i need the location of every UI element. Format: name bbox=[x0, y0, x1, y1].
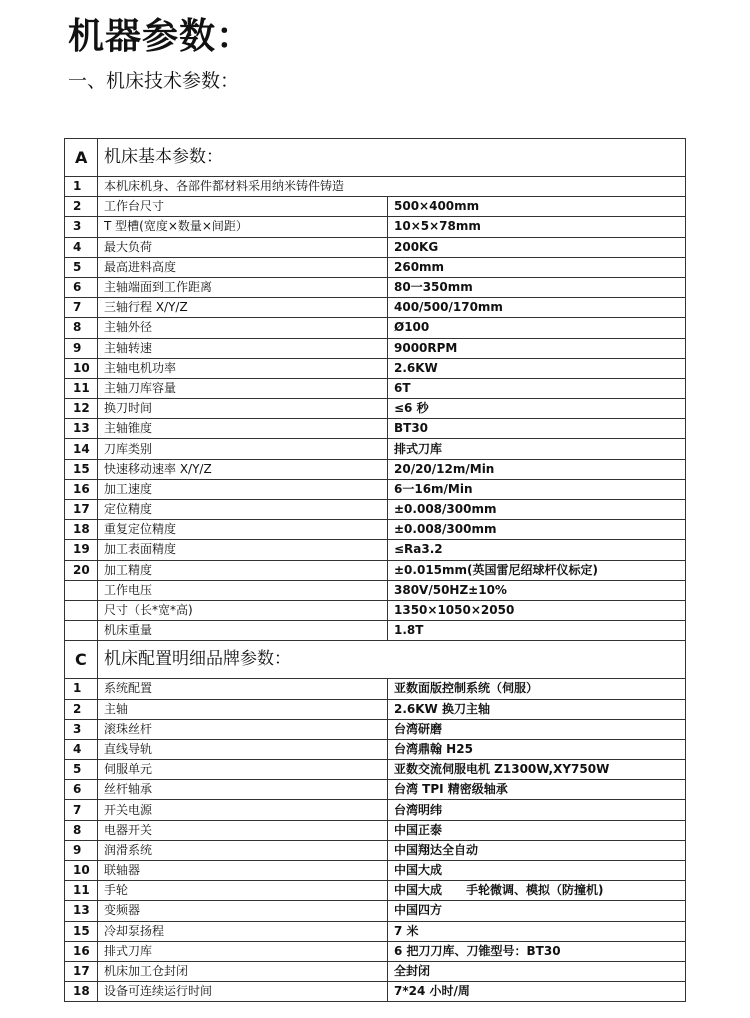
table-row bbox=[65, 560, 686, 580]
row-parameter-value: 500×400mm bbox=[388, 197, 686, 217]
table-row bbox=[65, 820, 686, 840]
row-parameter-value: 2.6KW 换刀主轴 bbox=[388, 699, 686, 719]
row-parameter-value: 中国四方 bbox=[388, 901, 686, 921]
row-parameter-name: 换刀时间 bbox=[98, 399, 388, 419]
row-parameter-name: 变频器 bbox=[98, 901, 388, 921]
table-row bbox=[65, 760, 686, 780]
section-letter: C bbox=[65, 641, 98, 679]
row-parameter-value: 6 把刀刀库、刀锥型号：BT30 bbox=[388, 941, 686, 961]
table-row bbox=[65, 378, 686, 398]
spec-table-body bbox=[65, 139, 686, 1002]
row-parameter-value: 9000RPM bbox=[388, 338, 686, 358]
page-subtitle: 一、机床技术参数： bbox=[68, 70, 240, 92]
table-row bbox=[65, 540, 686, 560]
row-parameter-value: 20/20/12m/Min bbox=[388, 459, 686, 479]
row-parameter-value: 7*24 小时/周 bbox=[388, 982, 686, 1002]
row-number: 1 bbox=[65, 177, 98, 197]
table-row bbox=[65, 177, 686, 197]
row-number: 16 bbox=[65, 479, 98, 499]
table-row bbox=[65, 961, 686, 981]
row-parameter-value: 7 米 bbox=[388, 921, 686, 941]
row-parameter-name: 主轴转速 bbox=[98, 338, 388, 358]
row-parameter-value: ±0.008/300mm bbox=[388, 500, 686, 520]
table-row bbox=[65, 780, 686, 800]
row-number bbox=[65, 621, 98, 641]
row-parameter-name: 直线导轨 bbox=[98, 739, 388, 759]
row-parameter-name: 机床加工仓封闭 bbox=[98, 961, 388, 981]
row-number: 2 bbox=[65, 699, 98, 719]
row-parameter-value: ≤Ra3.2 bbox=[388, 540, 686, 560]
row-number: 12 bbox=[65, 399, 98, 419]
row-parameter-name: 主轴 bbox=[98, 699, 388, 719]
section-heading: 机床基本参数： bbox=[98, 139, 686, 177]
row-parameter-value: 1350×1050×2050 bbox=[388, 600, 686, 620]
row-number: 6 bbox=[65, 277, 98, 297]
row-number: 1 bbox=[65, 679, 98, 699]
row-number: 14 bbox=[65, 439, 98, 459]
table-row bbox=[65, 399, 686, 419]
table-row bbox=[65, 600, 686, 620]
row-parameter-value: ≤6 秒 bbox=[388, 399, 686, 419]
row-parameter-value: 80一350mm bbox=[388, 277, 686, 297]
row-parameter-value: 6一16m/Min bbox=[388, 479, 686, 499]
row-number: 8 bbox=[65, 318, 98, 338]
row-parameter-name: 最大负荷 bbox=[98, 237, 388, 257]
row-parameter-value: 中国大成 手轮微调、模拟（防撞机) bbox=[388, 881, 686, 901]
section-heading: 机床配置明细品牌参数： bbox=[98, 641, 686, 679]
row-parameter-name: 滚珠丝杆 bbox=[98, 719, 388, 739]
table-row bbox=[65, 982, 686, 1002]
row-parameter-name: 工作电压 bbox=[98, 580, 388, 600]
row-parameter-name: 润滑系统 bbox=[98, 840, 388, 860]
table-row bbox=[65, 479, 686, 499]
row-number: 17 bbox=[65, 500, 98, 520]
row-parameter-name: 设备可连续运行时间 bbox=[98, 982, 388, 1002]
row-number: 4 bbox=[65, 237, 98, 257]
row-number: 15 bbox=[65, 921, 98, 941]
table-row bbox=[65, 298, 686, 318]
row-number: 5 bbox=[65, 760, 98, 780]
table-row bbox=[65, 500, 686, 520]
row-parameter-name: 冷却泵扬程 bbox=[98, 921, 388, 941]
row-parameter-value: 全封闭 bbox=[388, 961, 686, 981]
row-number: 10 bbox=[65, 861, 98, 881]
row-parameter-name: 手轮 bbox=[98, 881, 388, 901]
table-row bbox=[65, 679, 686, 699]
row-number: 3 bbox=[65, 217, 98, 237]
table-row bbox=[65, 941, 686, 961]
row-parameter-name: 刀库类别 bbox=[98, 439, 388, 459]
row-parameter-value: BT30 bbox=[388, 419, 686, 439]
row-number: 19 bbox=[65, 540, 98, 560]
row-parameter-value: 台湾明纬 bbox=[388, 800, 686, 820]
table-row bbox=[65, 419, 686, 439]
row-number: 11 bbox=[65, 378, 98, 398]
table-row bbox=[65, 621, 686, 641]
row-parameter-name: 加工精度 bbox=[98, 560, 388, 580]
row-parameter-name: 系统配置 bbox=[98, 679, 388, 699]
row-number: 4 bbox=[65, 739, 98, 759]
row-parameter-value: 台湾鼎翰 H25 bbox=[388, 739, 686, 759]
page-title: 机器参数： bbox=[68, 16, 254, 57]
row-parameter-name: 加工表面精度 bbox=[98, 540, 388, 560]
row-number: 15 bbox=[65, 459, 98, 479]
row-parameter-value: 260mm bbox=[388, 257, 686, 277]
section-letter: A bbox=[65, 139, 98, 177]
row-parameter-value: 400/500/170mm bbox=[388, 298, 686, 318]
row-number: 9 bbox=[65, 338, 98, 358]
row-parameter-name: T 型槽(宽度×数量×间距） bbox=[98, 217, 388, 237]
row-parameter-name: 主轴锥度 bbox=[98, 419, 388, 439]
row-parameter-value: 中国翔达全自动 bbox=[388, 840, 686, 860]
row-number: 7 bbox=[65, 298, 98, 318]
table-row bbox=[65, 800, 686, 820]
row-parameter-name: 三轴行程 X/Y/Z bbox=[98, 298, 388, 318]
row-parameter-value: 380V/50HZ±10% bbox=[388, 580, 686, 600]
row-number: 2 bbox=[65, 197, 98, 217]
row-parameter-name: 定位精度 bbox=[98, 500, 388, 520]
row-parameter-name: 伺服单元 bbox=[98, 760, 388, 780]
row-parameter-name: 联轴器 bbox=[98, 861, 388, 881]
row-parameter-value: 2.6KW bbox=[388, 358, 686, 378]
row-number: 9 bbox=[65, 840, 98, 860]
row-number: 7 bbox=[65, 800, 98, 820]
table-row bbox=[65, 901, 686, 921]
row-number bbox=[65, 600, 98, 620]
row-parameter-value: 中国大成 bbox=[388, 861, 686, 881]
row-parameter-name: 主轴端面到工作距离 bbox=[98, 277, 388, 297]
table-row bbox=[65, 921, 686, 941]
row-number: 13 bbox=[65, 901, 98, 921]
row-parameter-name: 尺寸（长*宽*高) bbox=[98, 600, 388, 620]
row-parameter-name: 电器开关 bbox=[98, 820, 388, 840]
table-row bbox=[65, 217, 686, 237]
table-row bbox=[65, 520, 686, 540]
row-parameter-value: 台湾 TPI 精密级轴承 bbox=[388, 780, 686, 800]
row-parameter-name: 主轴刀库容量 bbox=[98, 378, 388, 398]
table-row bbox=[65, 277, 686, 297]
row-parameter-name: 重复定位精度 bbox=[98, 520, 388, 540]
row-parameter-value: ±0.008/300mm bbox=[388, 520, 686, 540]
row-parameter-value: 1.8T bbox=[388, 621, 686, 641]
row-parameter-name: 主轴外径 bbox=[98, 318, 388, 338]
row-number: 17 bbox=[65, 961, 98, 981]
row-parameter-value: 10×5×78mm bbox=[388, 217, 686, 237]
row-number: 8 bbox=[65, 820, 98, 840]
row-number: 16 bbox=[65, 941, 98, 961]
row-number: 5 bbox=[65, 257, 98, 277]
table-row bbox=[65, 699, 686, 719]
row-parameter-value: 中国正泰 bbox=[388, 820, 686, 840]
table-row bbox=[65, 358, 686, 378]
row-parameter-value: 台湾研磨 bbox=[388, 719, 686, 739]
row-number: 3 bbox=[65, 719, 98, 739]
row-parameter-value: 亚数面版控制系统（伺服） bbox=[388, 679, 686, 699]
row-parameter-value: 200KG bbox=[388, 237, 686, 257]
table-row bbox=[65, 338, 686, 358]
row-parameter-name: 本机床机身、各部件都材料采用纳米铸件铸造 bbox=[98, 177, 686, 197]
table-row bbox=[65, 580, 686, 600]
row-number: 18 bbox=[65, 982, 98, 1002]
row-parameter-name: 加工速度 bbox=[98, 479, 388, 499]
row-parameter-name: 工作台尺寸 bbox=[98, 197, 388, 217]
row-number: 18 bbox=[65, 520, 98, 540]
row-parameter-name: 最高进料高度 bbox=[98, 257, 388, 277]
row-parameter-value: 排式刀库 bbox=[388, 439, 686, 459]
row-parameter-name: 排式刀库 bbox=[98, 941, 388, 961]
table-row bbox=[65, 257, 686, 277]
table-row bbox=[65, 739, 686, 759]
row-number: 13 bbox=[65, 419, 98, 439]
table-row bbox=[65, 197, 686, 217]
table-row bbox=[65, 840, 686, 860]
table-row bbox=[65, 237, 686, 257]
row-parameter-value: 6T bbox=[388, 378, 686, 398]
table-row bbox=[65, 881, 686, 901]
row-number: 20 bbox=[65, 560, 98, 580]
row-parameter-name: 主轴电机功率 bbox=[98, 358, 388, 378]
row-number: 6 bbox=[65, 780, 98, 800]
row-parameter-name: 开关电源 bbox=[98, 800, 388, 820]
spec-table bbox=[64, 138, 686, 1002]
section-header-row bbox=[65, 139, 686, 177]
row-parameter-value: ±0.015mm(英国雷尼绍球杆仪标定) bbox=[388, 560, 686, 580]
table-row bbox=[65, 719, 686, 739]
row-number: 11 bbox=[65, 881, 98, 901]
table-row bbox=[65, 318, 686, 338]
row-parameter-value: Ø100 bbox=[388, 318, 686, 338]
table-row bbox=[65, 861, 686, 881]
row-parameter-value: 亚数交流伺服电机 Z1300W,XY750W bbox=[388, 760, 686, 780]
row-parameter-name: 丝杆轴承 bbox=[98, 780, 388, 800]
row-parameter-name: 机床重量 bbox=[98, 621, 388, 641]
table-row bbox=[65, 459, 686, 479]
section-header-row bbox=[65, 641, 686, 679]
row-number: 10 bbox=[65, 358, 98, 378]
table-row bbox=[65, 439, 686, 459]
row-number bbox=[65, 580, 98, 600]
row-parameter-name: 快速移动速率 X/Y/Z bbox=[98, 459, 388, 479]
